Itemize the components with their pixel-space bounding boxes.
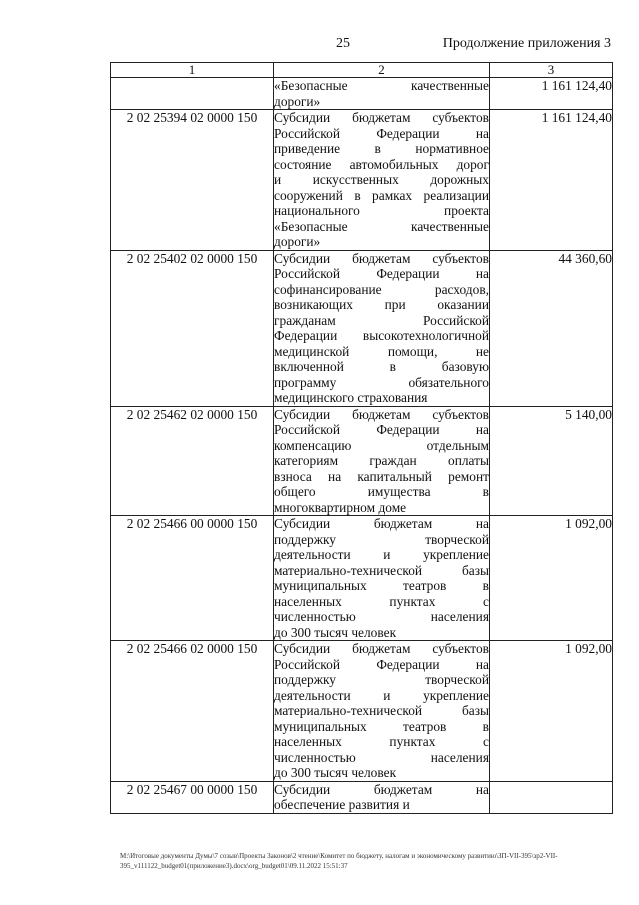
description-line: программу обязательного [274,374,489,390]
budget-code: 2 02 25467 00 0000 150 [111,781,274,813]
description-line: компенсацию отдельным [274,437,489,453]
document-path-footer: М:\Итоговые документы Думы\7 созыв\Проекты Законов\2 чтение\Комитет по бюджету, налогам и экономическому развитию\ЗП-VII-395\зр2-VII-395_v111122_budget01(приложение3).docx\org_budget01\09.11.2022 15:51:37 [120,852,558,870]
description-line: численностью населения [274,749,489,765]
budget-code: 2 02 25466 02 0000 150 [111,641,274,782]
description-line: сооружений в рамках реализации [274,187,489,203]
description-line: Российской Федерации на [274,125,489,141]
table-row [111,641,613,782]
description-line: «Безопасные качественные [274,78,489,93]
column-header: 2 [274,63,490,78]
description-line: Субсидии бюджетам субъектов [274,250,489,266]
table-row [111,110,613,251]
description-line: Субсидии бюджетам субъектов [274,406,489,422]
description-line: Субсидии бюджетам субъектов [274,641,489,656]
continuation-title: Продолжение приложения 3 [442,36,611,51]
description-line: софинансирование расходов, [274,281,489,297]
description-line: муниципальных театров в [274,578,489,593]
description-line: гражданам Российской [274,312,489,328]
column-header: 1 [111,63,274,78]
description-line: возникающих при оказании [274,297,489,312]
description-line: и искусственных дорожных [274,172,489,187]
description-line: Субсидии бюджетам на [274,781,489,797]
budget-code [111,78,274,110]
description-line: национального проекта [274,203,489,218]
page-number: 25 [336,36,350,51]
description-line: деятельности и укрепление [274,687,489,703]
budget-table [110,62,613,814]
description-line: общего имущества в [274,484,489,499]
description-line: численностью населения [274,609,489,624]
description-line: Субсидии бюджетам субъектов [274,110,489,125]
description-line: Российской Федерации на [274,266,489,281]
amount: 44 360,60 [490,250,613,406]
description-line: Российской Федерации на [274,656,489,672]
description-line: деятельности и укрепление [274,547,489,562]
budget-code: 2 02 25402 02 0000 150 [111,250,274,406]
amount: 5 140,00 [490,406,613,516]
description-line: медицинской помощи, не [274,343,489,359]
table-row [111,78,613,110]
description-line: многоквартирном доме [274,499,407,515]
budget-code: 2 02 25466 00 0000 150 [111,516,274,641]
description-cell [274,781,490,813]
table-row [111,250,613,406]
description-line: Федерации высокотехнологичной [274,328,489,343]
description-line: материально-технической базы [274,703,489,718]
description-line: до 300 тысяч человек [274,765,397,780]
table-header-row [111,63,613,78]
description-cell [274,406,490,516]
description-cell [274,110,490,251]
description-line: состояние автомобильных дорог [274,156,489,172]
amount [490,781,613,813]
description-line: категориям граждан оплаты [274,453,489,468]
description-line: населенных пунктах с [274,593,489,609]
amount: 1 161 124,40 [490,110,613,251]
description-line: до 300 тысяч человек [274,624,397,640]
table-row [111,516,613,641]
description-cell [274,250,490,406]
description-line: Субсидии бюджетам на [274,516,489,531]
description-cell [274,78,490,110]
description-line: Российской Федерации на [274,422,489,437]
description-line: поддержку творческой [274,672,489,687]
amount: 1 092,00 [490,641,613,782]
description-line: муниципальных театров в [274,718,489,734]
description-line: медицинского страхования [274,390,428,405]
description-cell [274,516,490,641]
description-cell [274,641,490,782]
description-line: взноса на капитальный ремонт [274,468,489,484]
description-line: «Безопасные качественные [274,218,489,234]
description-line: дороги» [274,93,321,109]
amount: 1 161 124,40 [490,78,613,110]
description-line: поддержку творческой [274,531,489,547]
table-row [111,781,613,813]
description-line: обеспечение развития и [274,797,410,812]
description-line: материально-технической базы [274,562,489,578]
description-line: дороги» [274,234,321,249]
column-header: 3 [490,63,613,78]
description-line: населенных пунктах с [274,734,489,749]
description-line: приведение в нормативное [274,141,489,156]
amount: 1 092,00 [490,516,613,641]
budget-code: 2 02 25394 02 0000 150 [111,110,274,251]
table-row [111,406,613,516]
budget-code: 2 02 25462 02 0000 150 [111,406,274,516]
description-line: включенной в базовую [274,359,489,374]
